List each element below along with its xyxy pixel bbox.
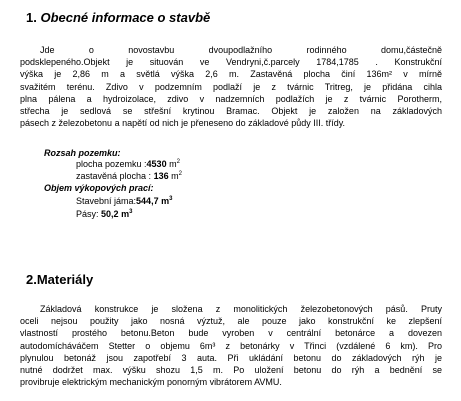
pasy-value: 50,2 — [101, 209, 119, 219]
section-2-paragraph — [20, 303, 442, 388]
plocha-pozemku-value: 4530 — [146, 159, 167, 169]
stavebni-jama-row: Stavební jáma:544,7 $m^3$ — [76, 196, 173, 206]
paragraph-line: výška je 2,86 m a světlá výška 2,6 m. Zastavěná plocha činí 136m² v mírně — [20, 69, 442, 80]
paragraph-line: provibruje elektrickým mechanickým ponorným vibrátorem AVMU. — [20, 377, 282, 388]
plocha-pozemku-unit: m — [169, 159, 177, 169]
paragraph-line: Jde o novostavbu dvoupodlažního rodinného domu,částečně — [40, 45, 442, 55]
plocha-pozemku-label: plocha pozemku : — [76, 159, 147, 169]
section-1-paragraph — [20, 44, 442, 129]
pasy-row: Pásy: 50,2 $m^3$ — [76, 209, 133, 219]
paragraph-line: oceli nejsou použity jako nosná výztuž, ale pouze jako konstrukční ke zlepšení — [20, 316, 442, 327]
section-1-number: 1. — [26, 10, 37, 25]
section-2-number: 2. — [26, 272, 37, 287]
paragraph-line: Základová konstrukce je složena z monolitických železobetonových pásů. Pruty — [40, 304, 442, 314]
pasy-label: Pásy: — [76, 209, 99, 219]
paragraph-line: plynulou betonáž jsou zapotřebí 3 auta. Při ukládání betonu do základových rýh je — [20, 352, 442, 363]
zastavena-plocha-label: zastavěná plocha : — [76, 171, 152, 181]
paragraph-line: podsklepeného.Objekt je situován ve Vendryni,č.parcely 1784,1785 . Konstrukční — [20, 57, 442, 68]
zastavena-plocha-value: 136 — [153, 171, 169, 181]
pasy-unit: m — [121, 209, 130, 219]
plocha-pozemku-row: plocha pozemku :4530 $m^2$ — [76, 159, 180, 169]
paragraph-line: nutné dodržet max. výšku shozu 1,5 m. Po uložení betonu do rýh a bednění se — [20, 365, 442, 376]
stavebni-jama-value: 544,7 — [136, 196, 159, 206]
stavebni-jama-unit: m — [161, 196, 170, 206]
paragraph-line: pásech z železobetonu a napětí od nich je přeneseno do základové půdy III. třídy. — [20, 118, 346, 129]
section-1-heading — [26, 10, 210, 25]
section-2-heading — [26, 272, 93, 287]
objem-heading: Objem výkopových prací: — [44, 183, 154, 193]
zastavena-plocha-unit: m — [171, 171, 179, 181]
stavebni-jama-label: Stavební jáma: — [76, 196, 137, 206]
paragraph-line: plna pálena a hydroizolace, zdivo v nadzemních podlažích je z tvárnic Porotherm, — [20, 93, 442, 104]
paragraph-line: střecha je sedlová se střešní krytinou Bramac. Objekt je založen na základových — [20, 106, 442, 117]
zastavena-plocha-row: zastavěná plocha : 136 $m^2$ — [76, 171, 182, 181]
paragraph-line: autodomícháváčem Stetter o objemu 6m³ z betonárky v Třinci (vzdálené 6 km). Pro — [20, 340, 442, 351]
paragraph-line: svažitém terénu. Zdivo v podzemním podlaží je z tvárnic Tritreg, je přidána cihla — [20, 81, 442, 92]
section-2-title: Materiály — [36, 272, 94, 287]
rozsah-heading: Rozsah pozemku: — [44, 148, 121, 158]
section-1-title: Obecné informace o stavbě — [40, 10, 211, 25]
paragraph-line: vlastností prostého betonu.Beton bude vyroben v centrální betonárce a dovezen — [20, 328, 442, 339]
